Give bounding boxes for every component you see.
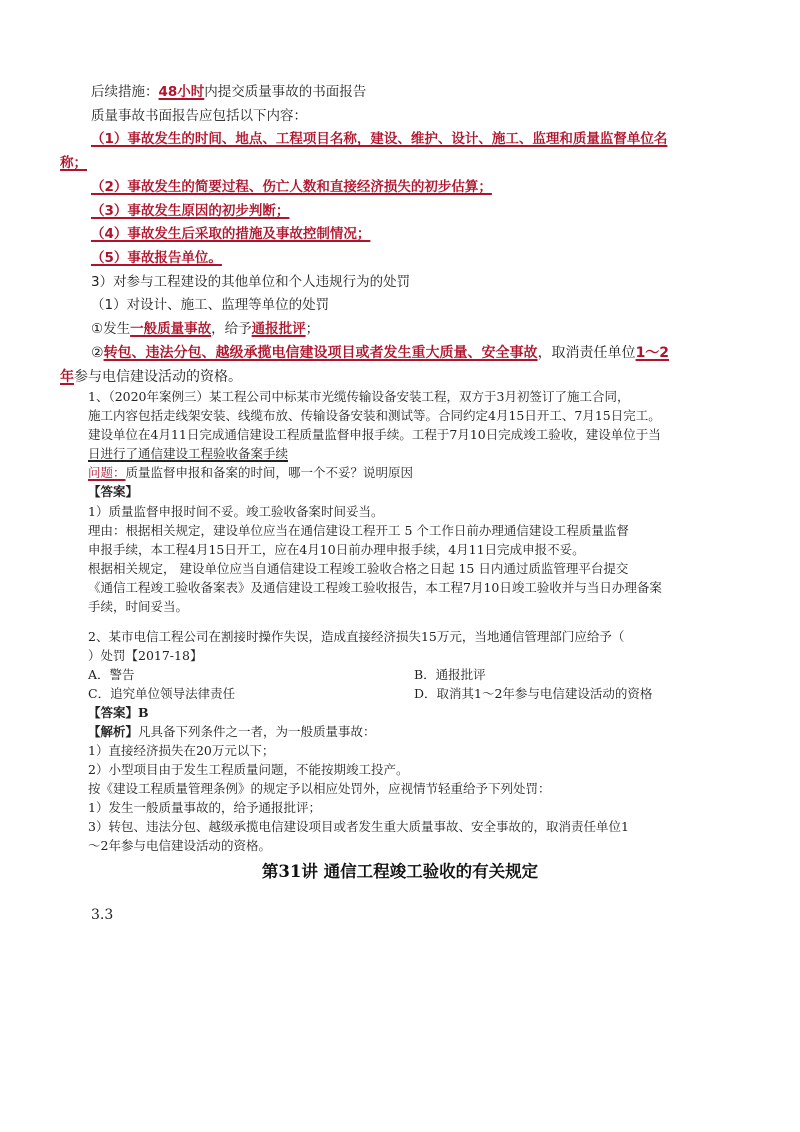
case2-exp-5: 3）转包、违法分包、越级承揽电信建设项目或者发生重大质量事故、安全事故的，取消责任单位1 [88, 819, 629, 834]
case1-answer-6: 手续，时间妥当。 [88, 599, 189, 614]
case2-option-d: D．取消其1～2年参与电信建设活动的资格 [414, 686, 653, 701]
case2-option-a: A．警告 [88, 667, 135, 682]
case2-option-c: C．追究单位领导法律责任 [88, 686, 236, 701]
case1-line-2: 施工内容包括走线架安装、线缆布放、传输设备安装和测试等。合同约定4月15日开工、7月15日完工。 [88, 408, 661, 423]
penalty-clause-1 [91, 320, 319, 338]
clause1-general-accident: 一般质量事故 [130, 321, 212, 337]
report-item-1a: （1）事故发生的时间、地点、工程项目名称，建设、维护、设计、施工、监理和质量监督单位名 [91, 131, 668, 147]
report-item-4: （4）事故发生后采取的措施及事故控制情况； [91, 226, 371, 242]
case1-line-1: 1、（2020年案例三）某工程公司中标某市光缆传输设备安装工程，双方于3月初签订了施工合同， [88, 389, 630, 404]
report-item-2: （2）事故发生的简要过程、伤亡人数和直接经济损失的初步估算； [91, 179, 492, 195]
case2-answer: 【答案】B [88, 705, 149, 720]
penalty-clause-2 [91, 344, 669, 362]
clause2-prefix: ② [91, 345, 104, 361]
case2-option-b: B．通报批评 [414, 667, 486, 682]
case1-answer-2: 理由：根据相关规定，建设单位应当在通信建设工程开工 5 个工作日前办理通信建设工程质量监督 [88, 523, 629, 538]
follow-up-line [91, 83, 366, 101]
follow-up-hours: 48小时 [158, 84, 205, 100]
clause1-circular-criticism: 通报批评 [251, 321, 306, 337]
case2-exp-2: 2）小型项目由于发生工程质量问题，不能按期竣工投产。 [88, 762, 409, 777]
clause2-violations: 转包、违法分包、越级承揽电信建设项目或者发生重大质量、安全事故 [103, 345, 538, 361]
case1-answer-1: 1）质量监督申报时间不妥。竣工验收备案时间妥当。 [88, 504, 384, 519]
report-item-1b: 称； [60, 155, 87, 171]
case2-exp-4: 1）发生一般质量事故的，给予通报批评； [88, 800, 321, 815]
case1-answer-3: 申报手续，本工程4月15日开工，应在4月10日前办理申报手续，4月11日完成申报不妥。 [88, 542, 585, 557]
report-intro: 质量事故书面报告应包括以下内容： [91, 108, 307, 124]
clause1-mid: ，给予 [211, 321, 252, 337]
clause2-mid: ，取消责任单位 [537, 345, 636, 361]
case2-line-2: ）处罚【2017-18】 [88, 648, 203, 663]
clause1-end: ； [305, 321, 320, 337]
case1-answer-label: 【答案】 [88, 484, 139, 499]
case1-line-4: 日进行了通信建设工程验收备案手续 [88, 446, 289, 461]
case2-exp-3: 按《建设工程质量管理条例》的规定予以相应处罚外，应视情节轻重给予下列处罚： [88, 781, 551, 796]
clause2-year-word: 年 [60, 369, 74, 385]
case1-question-text: 质量监督申报和备案的时间，哪一个不妥？说明原因 [125, 465, 414, 480]
case2-line-1: 2、某市电信工程公司在割接时操作失误，造成直接经济损失15万元，当地通信管理部门应给予（ [88, 629, 625, 644]
case1-question [88, 464, 413, 482]
report-item-5: （5）事故报告单位。 [91, 250, 222, 266]
clause2-end: 参与电信建设活动的资格。 [74, 369, 242, 385]
clause2-years: 1～2 [635, 345, 670, 361]
follow-up-prefix: 后续措施： [91, 84, 159, 100]
case2-exp-1: 1）直接经济损失在20万元以下； [88, 743, 275, 758]
penalty-clause-2b [60, 368, 242, 386]
case1-line-3: 建设单位在4月11日完成通信建设工程质量监督申报手续。工程于7月10日完成竣工验收，建设单位于当 [88, 427, 661, 442]
case2-exp-6: ～2年参与电信建设活动的资格。 [88, 838, 271, 853]
clause1-prefix: ①发生 [91, 321, 131, 337]
case1-answer-4: 根据相关规定， 建设单位应当自通信建设工程竣工验收合格之日起 15 日内通过质监管理平台提交 [88, 561, 629, 576]
penalty-heading: 3）对参与工程建设的其他单位和个人违规行为的处罚 [91, 274, 411, 290]
section-number: 3.3 [91, 907, 114, 923]
follow-up-suffix: 内提交质量事故的书面报告 [204, 84, 367, 100]
case1-answer-5: 《通信工程竣工验收备案表》及通信建设工程竣工验收报告，本工程7月10日竣工验收并与当日办理备案 [88, 580, 662, 595]
case2-explanation-text: 凡具备下列条件之一者，为一般质量事故： [138, 724, 376, 739]
case2-explanation [88, 723, 376, 741]
penalty-sub: （1）对设计、施工、监理等单位的处罚 [91, 297, 330, 313]
section-heading: 第31讲 通信工程竣工验收的有关规定 [261, 862, 539, 881]
report-item-3: （3）事故发生原因的初步判断； [91, 203, 290, 219]
case2-explanation-label: 【解析】 [88, 724, 139, 739]
case1-question-label: 问题： [88, 465, 126, 480]
